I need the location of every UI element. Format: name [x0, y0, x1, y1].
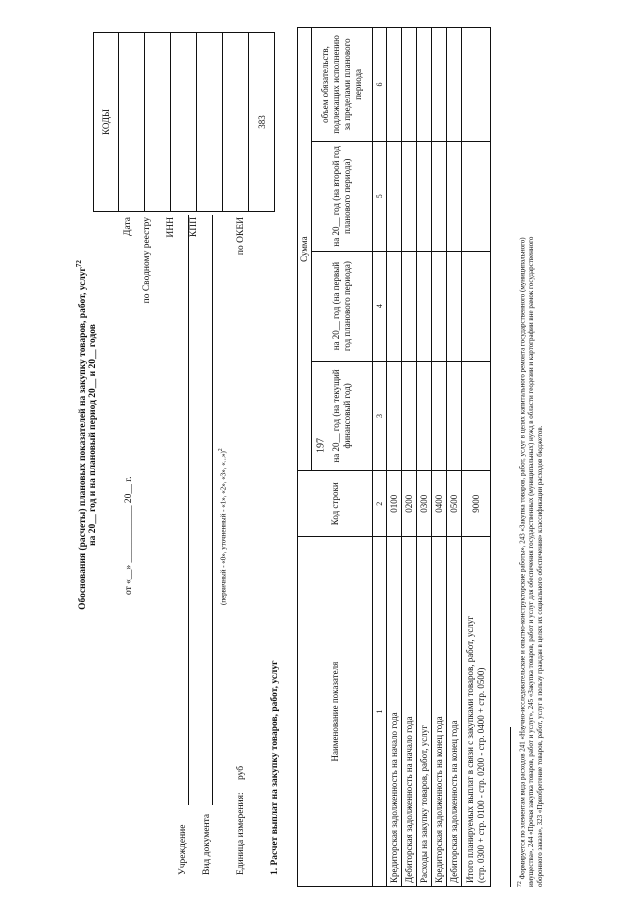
code-okei-cell: 383	[249, 33, 275, 212]
footnote-text-1: Формируется по элементам вида расходов 241 «Научно-исследовательские и опытно-конструкторские работы», 243 «Закупка товаров, работ, услуг в целях капитального ремонта государственного (муниципального)	[518, 237, 527, 880]
row-cell	[387, 28, 402, 142]
col-number-6: 6	[373, 28, 387, 142]
row-cell	[462, 28, 491, 142]
title-footnote-mark: 72	[75, 260, 83, 268]
doc-type-hint-text: (первичный - «0», уточненный - «1», «2», «3», «...»)	[219, 451, 228, 605]
doc-type-line	[212, 215, 213, 805]
row-cell	[387, 361, 402, 471]
col-number-2: 2	[373, 471, 387, 537]
row-name: Дебиторская задолженность на конец года	[447, 537, 462, 887]
title-period: на 20__ год и на плановый период 20__ и 20__ годов	[88, 324, 98, 546]
row-cell	[387, 141, 402, 251]
col-header-year0: на 20__ год (на текущий финансовый год)	[312, 361, 373, 471]
code-registry-cell	[145, 33, 171, 212]
footnote-mark: 72	[517, 881, 523, 887]
payments-table	[297, 27, 491, 887]
row-cell	[462, 361, 491, 471]
total-row-name	[462, 537, 491, 887]
col-header-year1: на 20__ год (на первый год планового периода)	[312, 251, 373, 361]
total-name-line-1: Итого планируемых выплат в связи с закупками товаров, работ, услуг	[465, 615, 475, 883]
codes-table	[93, 32, 275, 212]
code-empty-cell	[223, 33, 249, 212]
row-code: 0500	[447, 471, 462, 537]
col-number-5: 5	[373, 141, 387, 251]
row-code: 0200	[402, 471, 417, 537]
col-header-name: Наименование показателя	[298, 537, 373, 887]
col-header-sum: Сумма	[298, 28, 312, 471]
row-cell	[402, 28, 417, 142]
footnote-line-1	[516, 17, 527, 887]
code-kpp-cell	[197, 33, 223, 212]
row-cell	[447, 361, 462, 471]
row-cell	[402, 361, 417, 471]
code-date-cell	[119, 33, 145, 212]
row-code: 0100	[387, 471, 402, 537]
page-number: 197	[315, 438, 327, 453]
row-cell	[417, 251, 432, 361]
title-line-1: Обоснования (расчеты) плановых показателей на закупку товаров, работ, услуг	[78, 267, 89, 610]
row-cell	[417, 28, 432, 142]
col-header-code: Код строки	[298, 471, 373, 537]
codes-row-label-inn: ИНН	[166, 217, 176, 238]
row-code: 0400	[432, 471, 447, 537]
codes-row-label-kpp: КПП	[189, 217, 199, 238]
col-header-beyond: объем обязательств, подлежащих исполнению за пределами планового периода	[312, 28, 373, 142]
total-name-line-2: (стр. 0300 + стр. 0100 - стр. 0200 - стр. 0400 + стр. 0500)	[476, 667, 486, 883]
row-name: Дебиторская задолженность на начало года	[402, 537, 417, 887]
col-number-3: 3	[373, 361, 387, 471]
row-name: Кредиторская задолженность на начало года	[387, 537, 402, 887]
date-line: от «__» ____________ 20__ г.	[124, 476, 134, 595]
doc-type-label: Вид документа	[202, 813, 212, 875]
row-cell	[417, 141, 432, 251]
col-header-year2: на 20__ год (на второй год планового периода)	[312, 141, 373, 251]
row-cell	[447, 251, 462, 361]
footnote-line-2: имущества», 244 «Прочая закупка товаров, работ и услуг», 245 «Закупка товаров, работ и услуг для обеспечения государственных (муниципальных) нужд в области геодезии и картографии вне рамок государственного	[527, 236, 536, 887]
row-name: Расходы на закупку товаров, работ, услуг	[417, 537, 432, 887]
doc-type-hint-fn: 2	[218, 448, 224, 452]
row-name: Кредиторская задолженность на конец года	[432, 537, 447, 887]
col-number-4: 4	[373, 251, 387, 361]
footnote-line-3: оборонного заказа», 323 «Приобретение товаров, работ, услуг в пользу граждан в целях их социального обеспечения» классификации расходов бюджетов.	[536, 425, 545, 887]
row-cell	[432, 361, 447, 471]
institution-label: Учреждение	[178, 824, 188, 875]
codes-row-label-okei: по ОКЕИ	[236, 217, 246, 256]
row-cell	[447, 28, 462, 142]
code-inn-cell	[171, 33, 197, 212]
footnote	[516, 17, 545, 887]
doc-type-hint	[217, 205, 227, 605]
row-cell	[417, 361, 432, 471]
col-number-1: 1	[373, 537, 387, 887]
row-cell	[387, 251, 402, 361]
row-code: 0300	[417, 471, 432, 537]
row-cell	[447, 141, 462, 251]
row-cell	[402, 141, 417, 251]
row-cell	[432, 251, 447, 361]
row-cell	[462, 251, 491, 361]
row-cell	[402, 251, 417, 361]
unit-value: руб	[236, 765, 246, 780]
codes-row-label-registry: по Сводному реестру	[142, 217, 152, 304]
section-title: 1. Расчет выплат на закупку товаров, работ, услуг	[270, 660, 280, 875]
unit-label: Единица измерения:	[236, 792, 246, 875]
row-cell	[432, 141, 447, 251]
codes-row-label-date: Дата	[123, 217, 133, 236]
total-row-code: 9000	[462, 471, 491, 537]
codes-header: КОДЫ	[94, 33, 119, 212]
row-cell	[432, 28, 447, 142]
footnote-separator	[510, 727, 511, 887]
row-cell	[462, 141, 491, 251]
